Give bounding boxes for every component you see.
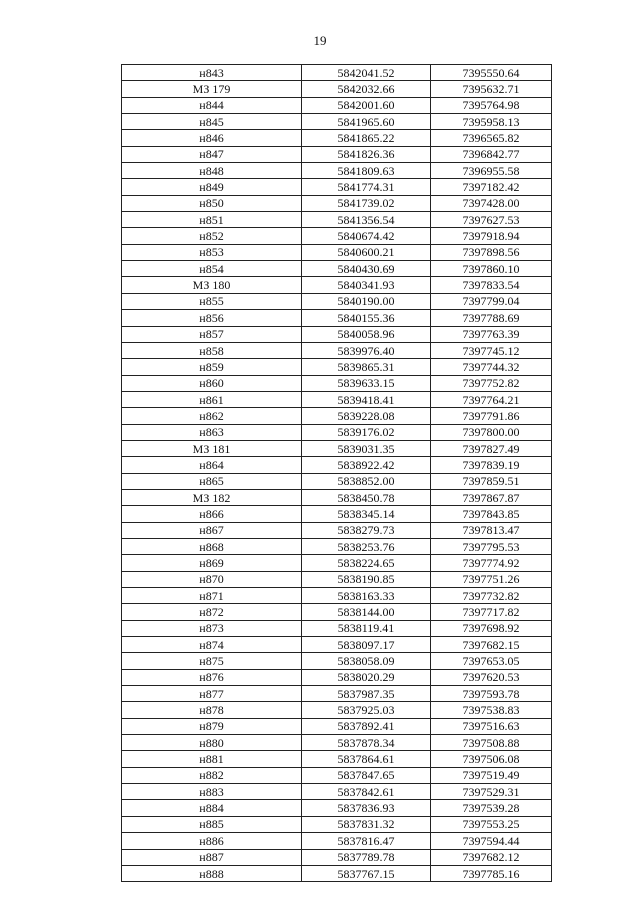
y-coordinate-cell: 7397682.12	[431, 849, 552, 865]
table-row	[122, 506, 552, 522]
point-id-cell: н862	[122, 408, 302, 424]
table-row	[122, 800, 552, 816]
table-row	[122, 114, 552, 130]
x-coordinate-cell: 5838190.85	[302, 571, 431, 587]
point-id-cell: МЗ 181	[122, 440, 302, 456]
x-coordinate-cell: 5837789.78	[302, 849, 431, 865]
y-coordinate-cell: 7397751.26	[431, 571, 552, 587]
table-row	[122, 522, 552, 538]
y-coordinate-cell: 7397843.85	[431, 506, 552, 522]
point-id-cell: н887	[122, 849, 302, 865]
x-coordinate-cell: 5841826.36	[302, 146, 431, 162]
y-coordinate-cell: 7397538.83	[431, 702, 552, 718]
table-row	[122, 195, 552, 211]
point-id-cell: н881	[122, 751, 302, 767]
point-id-cell: н877	[122, 686, 302, 702]
table-row	[122, 440, 552, 456]
point-id-cell: МЗ 179	[122, 81, 302, 97]
point-id-cell: н873	[122, 620, 302, 636]
point-id-cell: н855	[122, 293, 302, 309]
x-coordinate-cell: 5838163.33	[302, 588, 431, 604]
point-id-cell: н864	[122, 457, 302, 473]
x-coordinate-cell: 5841865.22	[302, 130, 431, 146]
point-id-cell: н860	[122, 375, 302, 391]
x-coordinate-cell: 5837987.35	[302, 686, 431, 702]
x-coordinate-cell: 5841809.63	[302, 163, 431, 179]
x-coordinate-cell: 5838020.29	[302, 669, 431, 685]
point-id-cell: н868	[122, 538, 302, 554]
x-coordinate-cell: 5838450.78	[302, 489, 431, 505]
x-coordinate-cell: 5839031.35	[302, 440, 431, 456]
x-coordinate-cell: 5840155.36	[302, 310, 431, 326]
table-row	[122, 359, 552, 375]
y-coordinate-cell: 7397795.53	[431, 538, 552, 554]
table-row	[122, 457, 552, 473]
point-id-cell: н859	[122, 359, 302, 375]
table-row	[122, 130, 552, 146]
y-coordinate-cell: 7397182.42	[431, 179, 552, 195]
x-coordinate-cell: 5841739.02	[302, 195, 431, 211]
x-coordinate-cell: 5842032.66	[302, 81, 431, 97]
x-coordinate-cell: 5838144.00	[302, 604, 431, 620]
y-coordinate-cell: 7397698.92	[431, 620, 552, 636]
table-row	[122, 342, 552, 358]
table-row	[122, 833, 552, 849]
y-coordinate-cell: 7396955.58	[431, 163, 552, 179]
x-coordinate-cell: 5838058.09	[302, 653, 431, 669]
point-id-cell: н850	[122, 195, 302, 211]
table-row	[122, 555, 552, 571]
point-id-cell: н858	[122, 342, 302, 358]
x-coordinate-cell: 5840190.00	[302, 293, 431, 309]
point-id-cell: н883	[122, 784, 302, 800]
point-id-cell: н857	[122, 326, 302, 342]
point-id-cell: МЗ 182	[122, 489, 302, 505]
x-coordinate-cell: 5840341.93	[302, 277, 431, 293]
x-coordinate-cell: 5840674.42	[302, 228, 431, 244]
table-row	[122, 620, 552, 636]
point-id-cell: МЗ 180	[122, 277, 302, 293]
y-coordinate-cell: 7397682.15	[431, 637, 552, 653]
table-row	[122, 473, 552, 489]
table-row	[122, 669, 552, 685]
point-id-cell: н848	[122, 163, 302, 179]
x-coordinate-cell: 5838253.76	[302, 538, 431, 554]
table-row	[122, 538, 552, 554]
x-coordinate-cell: 5837864.61	[302, 751, 431, 767]
point-id-cell: н875	[122, 653, 302, 669]
point-id-cell: н888	[122, 865, 302, 881]
table-row	[122, 816, 552, 832]
y-coordinate-cell: 7397516.63	[431, 718, 552, 734]
coordinates-table	[121, 64, 552, 882]
x-coordinate-cell: 5840058.96	[302, 326, 431, 342]
x-coordinate-cell: 5840600.21	[302, 244, 431, 260]
table-row	[122, 81, 552, 97]
table-row	[122, 865, 552, 881]
table-row	[122, 718, 552, 734]
table-row	[122, 228, 552, 244]
point-id-cell: н867	[122, 522, 302, 538]
y-coordinate-cell: 7397763.39	[431, 326, 552, 342]
point-id-cell: н854	[122, 261, 302, 277]
y-coordinate-cell: 7397813.47	[431, 522, 552, 538]
x-coordinate-cell: 5837816.47	[302, 833, 431, 849]
y-coordinate-cell: 7397774.92	[431, 555, 552, 571]
table-row	[122, 261, 552, 277]
table-row	[122, 489, 552, 505]
table-row	[122, 637, 552, 653]
point-id-cell: н880	[122, 735, 302, 751]
x-coordinate-cell: 5837925.03	[302, 702, 431, 718]
x-coordinate-cell: 5837878.34	[302, 735, 431, 751]
y-coordinate-cell: 7397918.94	[431, 228, 552, 244]
x-coordinate-cell: 5839633.15	[302, 375, 431, 391]
x-coordinate-cell: 5838279.73	[302, 522, 431, 538]
point-id-cell: н885	[122, 816, 302, 832]
point-id-cell: н856	[122, 310, 302, 326]
x-coordinate-cell: 5838922.42	[302, 457, 431, 473]
point-id-cell: н843	[122, 65, 302, 81]
point-id-cell: н878	[122, 702, 302, 718]
x-coordinate-cell: 5839976.40	[302, 342, 431, 358]
y-coordinate-cell: 7397839.19	[431, 457, 552, 473]
x-coordinate-cell: 5837767.15	[302, 865, 431, 881]
x-coordinate-cell: 5837842.61	[302, 784, 431, 800]
point-id-cell: н882	[122, 767, 302, 783]
x-coordinate-cell: 5839228.08	[302, 408, 431, 424]
x-coordinate-cell: 5841356.54	[302, 212, 431, 228]
y-coordinate-cell: 7397791.86	[431, 408, 552, 424]
table-row	[122, 735, 552, 751]
x-coordinate-cell: 5838852.00	[302, 473, 431, 489]
x-coordinate-cell: 5837892.41	[302, 718, 431, 734]
point-id-cell: н872	[122, 604, 302, 620]
table-row	[122, 375, 552, 391]
table-row	[122, 163, 552, 179]
table-row	[122, 653, 552, 669]
y-coordinate-cell: 7397732.82	[431, 588, 552, 604]
point-id-cell: н866	[122, 506, 302, 522]
point-id-cell: н863	[122, 424, 302, 440]
table-row	[122, 686, 552, 702]
table-row	[122, 408, 552, 424]
point-id-cell: н847	[122, 146, 302, 162]
table-row	[122, 212, 552, 228]
point-id-cell: н886	[122, 833, 302, 849]
table-row	[122, 326, 552, 342]
coordinates-table-body	[122, 65, 552, 882]
y-coordinate-cell: 7397506.08	[431, 751, 552, 767]
x-coordinate-cell: 5838097.17	[302, 637, 431, 653]
table-row	[122, 65, 552, 81]
table-row	[122, 849, 552, 865]
y-coordinate-cell: 7397620.53	[431, 669, 552, 685]
y-coordinate-cell: 7397898.56	[431, 244, 552, 260]
y-coordinate-cell: 7397508.88	[431, 735, 552, 751]
table-row	[122, 588, 552, 604]
table-row	[122, 146, 552, 162]
x-coordinate-cell: 5839418.41	[302, 391, 431, 407]
table-row	[122, 293, 552, 309]
y-coordinate-cell: 7397827.49	[431, 440, 552, 456]
y-coordinate-cell: 7397752.82	[431, 375, 552, 391]
table-row	[122, 604, 552, 620]
table-row	[122, 244, 552, 260]
y-coordinate-cell: 7395632.71	[431, 81, 552, 97]
y-coordinate-cell: 7397519.49	[431, 767, 552, 783]
y-coordinate-cell: 7397745.12	[431, 342, 552, 358]
table-row	[122, 702, 552, 718]
x-coordinate-cell: 5840430.69	[302, 261, 431, 277]
point-id-cell: н869	[122, 555, 302, 571]
x-coordinate-cell: 5838224.65	[302, 555, 431, 571]
x-coordinate-cell: 5841774.31	[302, 179, 431, 195]
table-row	[122, 391, 552, 407]
x-coordinate-cell: 5839865.31	[302, 359, 431, 375]
y-coordinate-cell: 7395764.98	[431, 97, 552, 113]
y-coordinate-cell: 7397860.10	[431, 261, 552, 277]
x-coordinate-cell: 5842001.60	[302, 97, 431, 113]
point-id-cell: н874	[122, 637, 302, 653]
table-row	[122, 97, 552, 113]
y-coordinate-cell: 7397788.69	[431, 310, 552, 326]
table-row	[122, 424, 552, 440]
x-coordinate-cell: 5839176.02	[302, 424, 431, 440]
y-coordinate-cell: 7395550.64	[431, 65, 552, 81]
x-coordinate-cell: 5838119.41	[302, 620, 431, 636]
point-id-cell: н879	[122, 718, 302, 734]
table-row	[122, 784, 552, 800]
point-id-cell: н846	[122, 130, 302, 146]
y-coordinate-cell: 7397859.51	[431, 473, 552, 489]
point-id-cell: н870	[122, 571, 302, 587]
x-coordinate-cell: 5837847.65	[302, 767, 431, 783]
x-coordinate-cell: 5842041.52	[302, 65, 431, 81]
table-row	[122, 179, 552, 195]
y-coordinate-cell: 7397428.00	[431, 195, 552, 211]
point-id-cell: н851	[122, 212, 302, 228]
point-id-cell: н884	[122, 800, 302, 816]
x-coordinate-cell: 5841965.60	[302, 114, 431, 130]
y-coordinate-cell: 7397593.78	[431, 686, 552, 702]
y-coordinate-cell: 7396565.82	[431, 130, 552, 146]
point-id-cell: н861	[122, 391, 302, 407]
y-coordinate-cell: 7397833.54	[431, 277, 552, 293]
point-id-cell: н853	[122, 244, 302, 260]
point-id-cell: н852	[122, 228, 302, 244]
y-coordinate-cell: 7397553.25	[431, 816, 552, 832]
y-coordinate-cell: 7396842.77	[431, 146, 552, 162]
table-row	[122, 277, 552, 293]
y-coordinate-cell: 7397627.53	[431, 212, 552, 228]
table-row	[122, 310, 552, 326]
point-id-cell: н876	[122, 669, 302, 685]
y-coordinate-cell: 7397764.21	[431, 391, 552, 407]
table-row	[122, 767, 552, 783]
y-coordinate-cell: 7397594.44	[431, 833, 552, 849]
x-coordinate-cell: 5837831.32	[302, 816, 431, 832]
x-coordinate-cell: 5838345.14	[302, 506, 431, 522]
y-coordinate-cell: 7397867.87	[431, 489, 552, 505]
point-id-cell: н845	[122, 114, 302, 130]
point-id-cell: н865	[122, 473, 302, 489]
page-number: 19	[313, 33, 327, 48]
x-coordinate-cell: 5837836.93	[302, 800, 431, 816]
point-id-cell: н849	[122, 179, 302, 195]
y-coordinate-cell: 7395958.13	[431, 114, 552, 130]
y-coordinate-cell: 7397785.16	[431, 865, 552, 881]
y-coordinate-cell: 7397717.82	[431, 604, 552, 620]
point-id-cell: н871	[122, 588, 302, 604]
y-coordinate-cell: 7397744.32	[431, 359, 552, 375]
table-row	[122, 571, 552, 587]
y-coordinate-cell: 7397800.00	[431, 424, 552, 440]
y-coordinate-cell: 7397799.04	[431, 293, 552, 309]
table-row	[122, 751, 552, 767]
y-coordinate-cell: 7397539.28	[431, 800, 552, 816]
y-coordinate-cell: 7397653.05	[431, 653, 552, 669]
y-coordinate-cell: 7397529.31	[431, 784, 552, 800]
point-id-cell: н844	[122, 97, 302, 113]
